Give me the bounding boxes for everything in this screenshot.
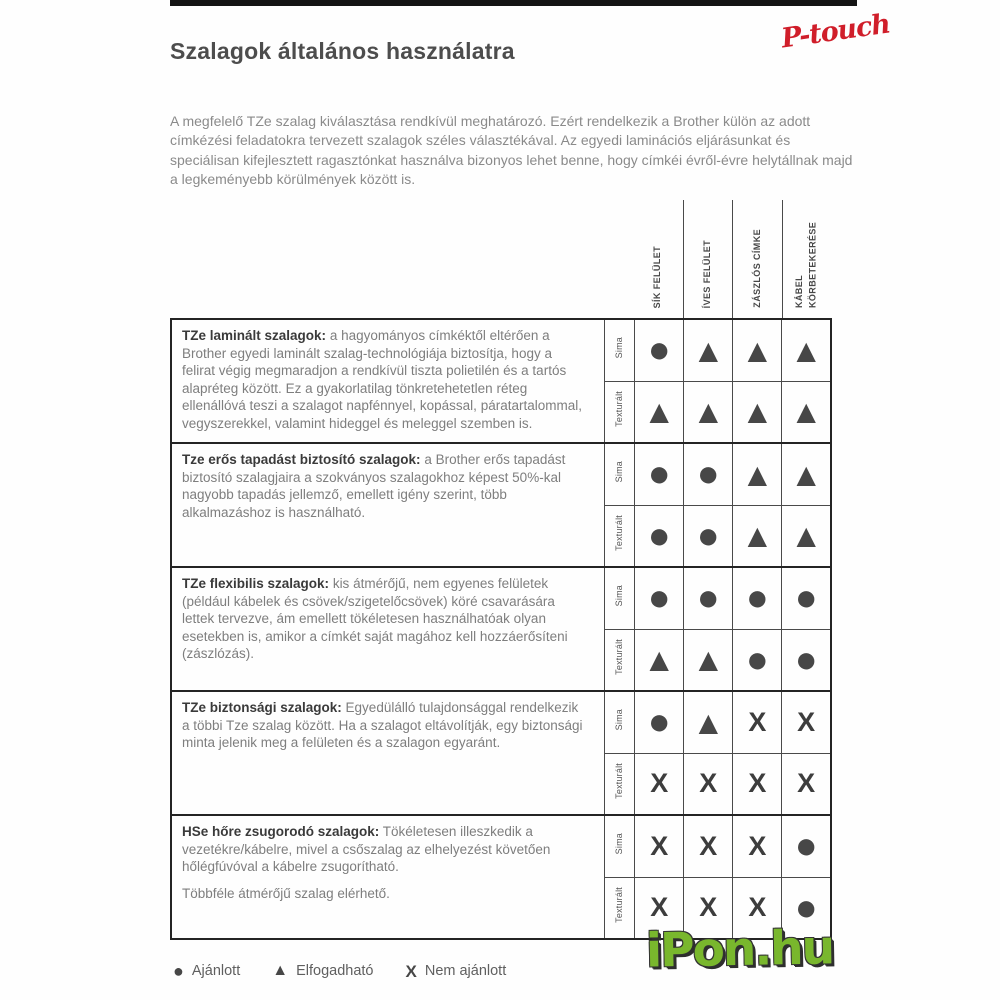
row-description — [171, 691, 605, 815]
column-header-label: KÁBEL KÖRBETEKERÉSE — [794, 221, 818, 308]
row-text — [182, 451, 588, 521]
not-recommended-x-icon: X — [405, 961, 417, 981]
rating-cell: ● — [782, 815, 831, 877]
rating-cell: ▲ — [733, 319, 782, 381]
rating-cell: ▲ — [684, 629, 733, 691]
column-header-label: ÍVES FELÜLET — [702, 239, 712, 308]
top-black-bar — [170, 0, 857, 6]
column-header-label: ZÁSZLÓS CÍMKE — [751, 229, 762, 308]
legend-label: Ajánlott — [191, 963, 241, 979]
legend-item-not-recommended — [406, 963, 507, 980]
rating-cell: X — [733, 877, 782, 939]
rating-cell: ▲ — [733, 505, 782, 567]
row-body: a hagyományos címkéktől eltérően a Brother egyedi laminált szalag-technológiája biztosítja, hogy a felirat végig megmaradjon a rendkívül tiszta polietilén és a tartós alapréteg között. Ez a gyakorlatilag tönkretehetetlen réteg ellenállóvá teszi a szalagot napfénnyel, kopással, páratartalommal, vegyszerekkel, valamint hideggel és meleggel szemben is. — [182, 328, 582, 431]
rating-cell: ● — [782, 567, 831, 629]
table-row — [171, 815, 831, 877]
row-title: TZe flexibilis szalagok: — [182, 576, 330, 591]
texture-label-texturalt: Texturált — [605, 877, 635, 939]
rating-cell: ● — [635, 567, 684, 629]
acceptable-triangle-icon: ▲ — [272, 962, 289, 979]
row-body: Egyedülálló tulajdonsággal rendelkezik a többi Tze szalag között. Ha a szalagot eltávolítják, egy biztonsági minta jelenik meg a felületen és a szalagon egyaránt. — [182, 700, 583, 751]
row-text — [182, 327, 588, 432]
rating-cell: ● — [782, 877, 831, 939]
legend — [173, 962, 506, 980]
rating-cell: ▲ — [635, 629, 684, 691]
intro-paragraph: A megfelelő TZe szalag kiválasztása rendkívül meghatározó. Ezért rendelkezik a Brother külön az adott címkézési feladatokra tervezett szalagok széles választékával. Az egyedi laminációs eljárásunkat és speciálisan kifejlesztett ragasztónkat használva bizonyos lehet benne, hogy címkéi évről-évre helytállnak majd a legkeményebb körülmények között is. — [170, 113, 853, 187]
rating-cell: X — [635, 753, 684, 815]
rating-cell: ● — [733, 629, 782, 691]
rating-cell: ▲ — [684, 381, 733, 443]
tape-suitability-table — [170, 200, 832, 940]
texture-label-sima: Sima — [605, 815, 635, 877]
rating-cell: X — [733, 815, 782, 877]
row-title: TZe laminált szalagok: — [182, 328, 327, 343]
row-title: HSe hőre zsugorodó szalagok: — [182, 824, 380, 839]
column-header-row — [170, 200, 832, 318]
rating-cell: ▲ — [684, 319, 733, 381]
rating-cell: ▲ — [684, 691, 733, 753]
texture-label-sima: Sima — [605, 567, 635, 629]
rating-cell: X — [684, 815, 733, 877]
rating-cell: ▲ — [733, 443, 782, 505]
rating-cell: X — [635, 877, 684, 939]
texture-label-texturalt: Texturált — [605, 629, 635, 691]
rating-cell: ● — [782, 629, 831, 691]
legend-label: Nem ajánlott — [424, 963, 507, 979]
row-body-2: Többféle átmérőjű szalag elérhető. — [182, 885, 390, 901]
row-description — [171, 443, 605, 567]
rating-cell: ● — [684, 443, 733, 505]
rating-cell: ● — [635, 443, 684, 505]
column-header-kabel-korbetekerese — [782, 200, 832, 318]
column-header-sik-felulet — [633, 200, 683, 318]
rating-cell: ● — [635, 691, 684, 753]
table-row — [171, 567, 831, 629]
texture-label-texturalt: Texturált — [605, 753, 635, 815]
rating-cell: X — [684, 877, 733, 939]
texture-label-sima: Sima — [605, 443, 635, 505]
legend-label: Elfogadható — [296, 963, 374, 979]
texture-label-sima: Sima — [605, 691, 635, 753]
legend-item-recommended — [173, 962, 240, 980]
recommended-circle-icon: ● — [173, 961, 184, 981]
row-title: TZe biztonsági szalagok: — [182, 700, 342, 715]
rating-cell: ● — [635, 505, 684, 567]
row-body: Tökéletesen illeszkedik a vezetékre/kábelre, mivel a csőszalag az elhelyezést követően hőlégfúvóval a kábelre zsugorítható. — [182, 824, 551, 875]
rating-cell: ▲ — [782, 443, 831, 505]
texture-label-texturalt: Texturált — [605, 505, 635, 567]
rating-cell: X — [684, 753, 733, 815]
texture-label-texturalt: Texturált — [605, 381, 635, 443]
row-body: a Brother erős tapadást biztosító szalagjaira a szokványos szalagokhoz képest 50%-kal nagyobb tapadás jellemző, emellett igény szerint, több alkalmazáshoz is használható. — [182, 452, 566, 520]
texture-label-sima: Sima — [605, 319, 635, 381]
rating-cell: X — [733, 691, 782, 753]
rating-cell: ▲ — [782, 505, 831, 567]
table-row — [171, 691, 831, 753]
rating-cell: ▲ — [782, 319, 831, 381]
row-description — [171, 567, 605, 691]
row-text — [182, 823, 588, 876]
rating-cell: ▲ — [782, 381, 831, 443]
table-row — [171, 443, 831, 505]
rating-cell: X — [782, 691, 831, 753]
rating-cell: ▲ — [733, 381, 782, 443]
row-text — [182, 699, 588, 752]
rating-cell: ● — [635, 319, 684, 381]
table-row — [171, 319, 831, 381]
rating-cell: X — [782, 753, 831, 815]
rating-cell: ▲ — [635, 381, 684, 443]
row-description — [171, 815, 605, 939]
column-header-zaszlos-cimke — [732, 200, 782, 318]
header-spacer — [170, 200, 633, 318]
row-text — [182, 575, 588, 663]
rating-cell: ● — [733, 567, 782, 629]
row-body: kis átmérőjű, nem egyenes felületek (például kábelek és csövek/szigetelőcsövek) köré csavarására lettek tervezve, ám emellett tökéletesen használhatóak olyan esetekben is, amikor a címkét saját magához kell hozzáerősíteni (zászlózás). — [182, 576, 568, 662]
row-title: Tze erős tapadást biztosító szalagok: — [182, 452, 421, 467]
rating-cell: X — [635, 815, 684, 877]
column-header-ives-felulet — [683, 200, 733, 318]
column-header-label: SÍK FELÜLET — [652, 245, 662, 308]
row-description — [171, 319, 605, 443]
ipon-watermark: iPon.hu — [645, 920, 834, 979]
rating-cell: ● — [684, 567, 733, 629]
legend-item-acceptable — [272, 963, 373, 979]
rating-cell: ● — [684, 505, 733, 567]
rating-cell: X — [733, 753, 782, 815]
ratings-grid — [170, 318, 832, 940]
ptouch-logo: P-touch — [779, 8, 892, 55]
page-title: Szalagok általános használatra — [170, 38, 515, 64]
